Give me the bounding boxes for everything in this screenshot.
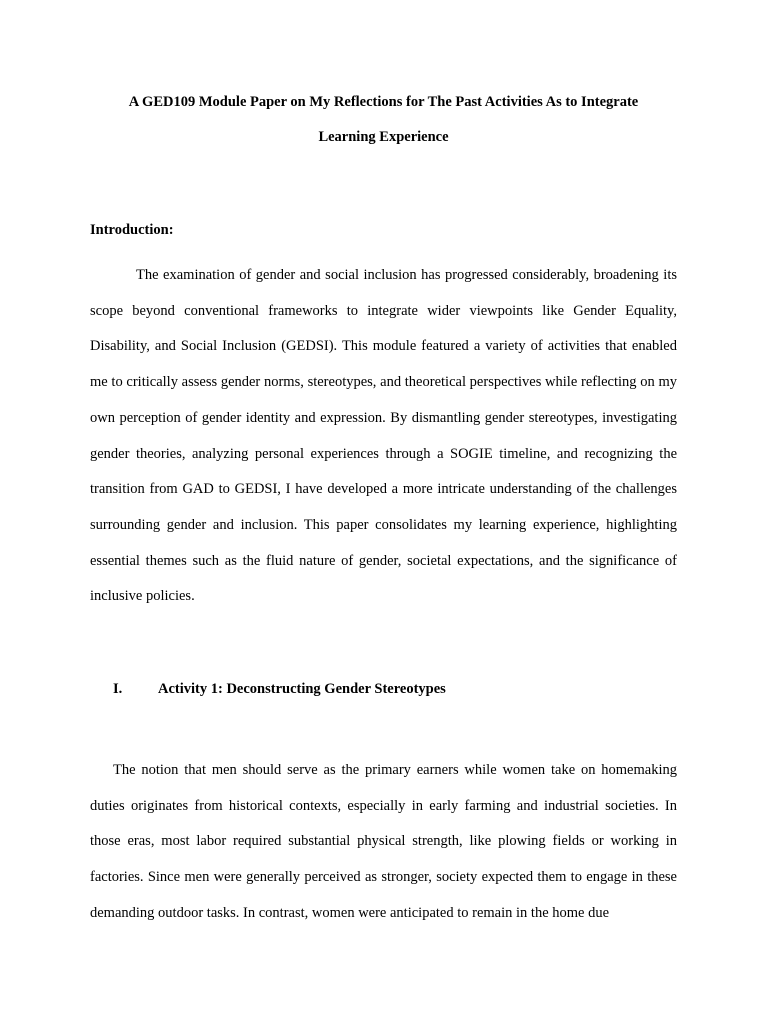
activity-paragraph: The notion that men should serve as the primary earners while women take on homemaking duties originates from historical contexts, especially in early farming and industrial societies. In those eras, most labor required substantial physical strength, like plowing fields or working in factories. Since men were generally perceived as stronger, society expected them to engage in these demanding outdoor tasks. In contrast, women were anticipated to remain in the home due — [90, 762, 677, 921]
document-title-line-1: A GED109 Module Paper on My Reflections for The Past Activities As to Integrate — [128, 94, 639, 110]
introduction-paragraph: The examination of gender and social inclusion has progressed considerably, broadening its scope beyond conventional frameworks to integrate wider viewpoints like Gender Equality, Disability, and Social Inclusion (GEDSI). This module featured a variety of activities that enabled me to critically assess gender norms, stereotypes, and theoretical perspectives while reflecting on my own perception of gender identity and expression. By dismantling gender stereotypes, investigating gender theories, analyzing personal experiences through a SOGIE timeline, and recognizing the transition from GAD to GEDSI, I have developed a more intricate understanding of the challenges surrounding gender and inclusion. This paper consolidates my learning experience, highlighting essential themes such as the fluid nature of gender, societal expectations, and the significance of inclusive policies. — [90, 267, 677, 605]
section-title: Activity 1: Deconstructing Gender Stereotypes — [158, 681, 446, 697]
section-number: I. — [113, 681, 123, 697]
document-title-line-2: Learning Experience — [318, 129, 449, 145]
introduction-heading: Introduction: — [90, 222, 174, 238]
